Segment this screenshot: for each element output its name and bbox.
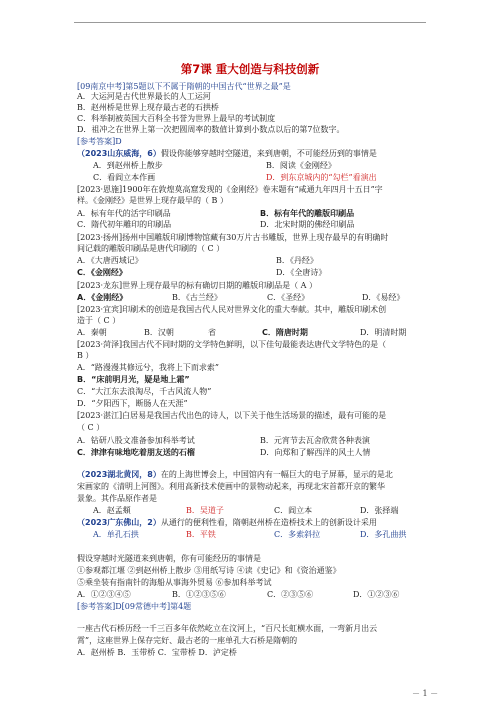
q11-option-a: A．①②③④⑤ (77, 590, 131, 599)
q10-stem: 从通行的便利性看，隋朝赵州桥在造桥技术上的创新设计采用 (160, 518, 377, 527)
q3-stem-cont: 样。《金刚经》是世界上现存最早的（ B ） (77, 196, 228, 205)
q8-option-d: D．向郑和了解西洋的风土人情 (260, 448, 371, 457)
q9-stem-cont: 宋画家的《清明上河图》。利用高新技术使画中的景物动起来，再现北宋首都开京的繁华 (77, 482, 385, 491)
q12-options: A．赵州桥 B．玉带桥 C．宝带桥 D．泸定桥 (77, 648, 237, 657)
q11-option-d: D．①②③⑥ (353, 590, 400, 599)
q6-option-a: A．秦朝 (77, 328, 107, 337)
q2-source: （2023山东威海，6） (77, 149, 161, 158)
q11-option-c: C．②③⑤⑥ (267, 590, 314, 599)
q5-option-a: A．《金刚经》 (77, 293, 128, 302)
q3-option-a: A．标有年代的活字印刷品 (77, 209, 171, 218)
q8-option-a: A．钻研八股文准备参加科举考试 (77, 436, 195, 445)
q10-source: （2023广东佛山，2） (77, 518, 161, 527)
q6-option-b-extra: 省 (208, 328, 216, 337)
q7-option-b: B．“床前明月光，疑是地上霜” (77, 375, 190, 384)
q4-stem-cont: 间记载的雕版印刷品是唐代印刷的（ C ） (77, 244, 225, 253)
q9-option-b: B．吴道子 (186, 506, 224, 515)
q5-option-d: D．《易经》 (362, 293, 405, 302)
q10-option-b: B．平铁 (186, 530, 216, 539)
q6-stem: [2023·宜宾]印刷术的创造是我国古代人民对世界文化的重大奉献。其中，雕版印刷术创 (77, 305, 387, 314)
q3-stem: [2023·恩施]1900年在敦煌莫高窟发现的《金刚经》卷末题有“咸通九年四月十五日”字 (77, 185, 383, 194)
q8-stem: [2023·湛江]白居易是我国古代出色的诗人，以下关于他生活场景的描述，最有可能的是 (77, 411, 387, 420)
q11-items-1: ①参观都江堰 ②到赵州桥上散步 ③用纸写诗 ④读《史记》和《资治通鉴》 (77, 566, 341, 575)
q4-option-b: B．《丹经》 (276, 256, 318, 265)
q1-option-a: A．大运河是古代世界最长的人工运河 (77, 92, 211, 101)
q1-option-b: B．赵州桥是世界上现存最古老的石拱桥 (77, 103, 219, 112)
q4-option-c: C．《金刚经》 (77, 268, 127, 277)
q10-stem-line (77, 518, 377, 528)
q6-option-c: C．隋唐时期 (262, 328, 308, 337)
q11-items-2: ⑤乘坐装有指南针的海船从事海外贸易 ⑥参加科举考试 (77, 578, 272, 587)
q10-option-a: A．单孔石拱 (93, 530, 139, 539)
q9-source: （2023湖北黄冈，8） (77, 470, 161, 479)
q10-option-c: C．多索斜拉 (274, 530, 321, 539)
q8-option-b: B．元宵节去瓦舍欣赏各种表演 (260, 436, 370, 445)
q1-stem: [09南京中考]第5题以下不属于隋朝的中国古代“世界之最”是 (77, 82, 291, 91)
q6-option-b: B．汉朝 (144, 328, 174, 337)
q3-option-c: C．隋代初年雕印的印刷品 (77, 220, 172, 229)
q3-option-b: B．标有年代的雕版印刷品 (260, 209, 355, 218)
q1-option-c: C．科举制被英国大百科全书誉为世界上最早的考试制度 (77, 114, 276, 123)
q9-option-d: D．张择端 (360, 506, 399, 515)
q10-option-d: D．多孔曲拱 (360, 530, 407, 539)
q2-stem: 假设你能够穿越时空隧道，来到唐朝，不可能经历到的事情是 (160, 149, 377, 158)
q7-option-c: C．“大江东去浪淘尽，千古风流人物” (77, 387, 212, 396)
q9-stem-line (77, 470, 393, 480)
q4-stem: [2023·扬州]扬州中国雕版印刷博物馆藏有30万片古书雕版，世界上现存最早的有明确时 (77, 233, 389, 242)
page-title: 第7课 重大创造与科技创新 (180, 62, 320, 76)
q1-answer: [参考答案]D (77, 137, 122, 146)
q12-stem-cont: 霄”，这座世界上保存完好、最古老的一座单孔大石桥是隋朝的 (77, 636, 298, 645)
q3-option-d: D．北宋时期的佛经印刷品 (260, 220, 355, 229)
q5-stem: [2023·龙东]世界上现存最早的标有确切日期的雕版印刷品是（ A ） (77, 281, 318, 290)
q5-option-c: C．《圣经》 (267, 293, 310, 302)
q8-stem-cont: （ C ） (77, 423, 105, 432)
q7-option-d: D．“夕阳西下，断肠人在天涯” (77, 399, 188, 408)
q7-stem-cont: B ） (77, 351, 94, 360)
q11-stem: 假设穿越时光隧道来到唐朝，你有可能经历的事情是 (77, 554, 261, 563)
q2-option-d: D．到东京城内的“勾栏”看演出 (266, 173, 377, 182)
q9-option-a: A．赵孟頫 (93, 506, 131, 515)
q6-option-d: D．明清时期 (360, 328, 407, 337)
q12-stem: 一座古代石桥历经一千三百多年依然屹立在汶河上，“百尺长虹横水面，一弯新月出云 (77, 624, 378, 633)
q9-option-c: C．阎立本 (274, 506, 313, 515)
q1-option-d: D．祖冲之在世界上第一次把圆周率的数值计算到小数点以后的第7位数字。 (77, 125, 345, 134)
q7-option-a: A．“路漫漫其修远兮，我将上下而求索” (77, 363, 219, 372)
q2-stem-line (77, 149, 377, 159)
q11-answer: [参考答案]D[09常德中考]第4题 (77, 602, 192, 611)
page-number: － 1 － (412, 689, 439, 698)
q9-stem: 在的上海世博会上，中国馆内有一幅巨大的电子屏幕，显示的是北 (160, 470, 393, 479)
q7-stem: [2023·菏泽]我国古代不同时期的文学特色鲜明，以下佳句最能表达唐代文学特色的是（ (77, 340, 387, 349)
q11-option-b: B．①②③⑤⑥ (172, 590, 226, 599)
q4-option-a: A．《大唐西域记》 (77, 256, 143, 265)
header-rule (74, 22, 426, 23)
q2-option-c: C．看阎立本作画 (93, 173, 156, 182)
q4-option-d: D．《全唐诗》 (276, 268, 327, 277)
q8-option-c: C．津津有味地吃着朋友送的石榴 (77, 448, 195, 457)
q6-stem-cont: 造于（ C ） (77, 316, 121, 325)
q5-option-b: B．《古兰经》 (172, 293, 222, 302)
q2-option-a: A．到赵州桥上散步 (93, 161, 163, 170)
q9-stem-cont2: 景象。其作品原作者是 (77, 494, 157, 503)
q2-option-b: B．阅读《金刚经》 (266, 161, 336, 170)
